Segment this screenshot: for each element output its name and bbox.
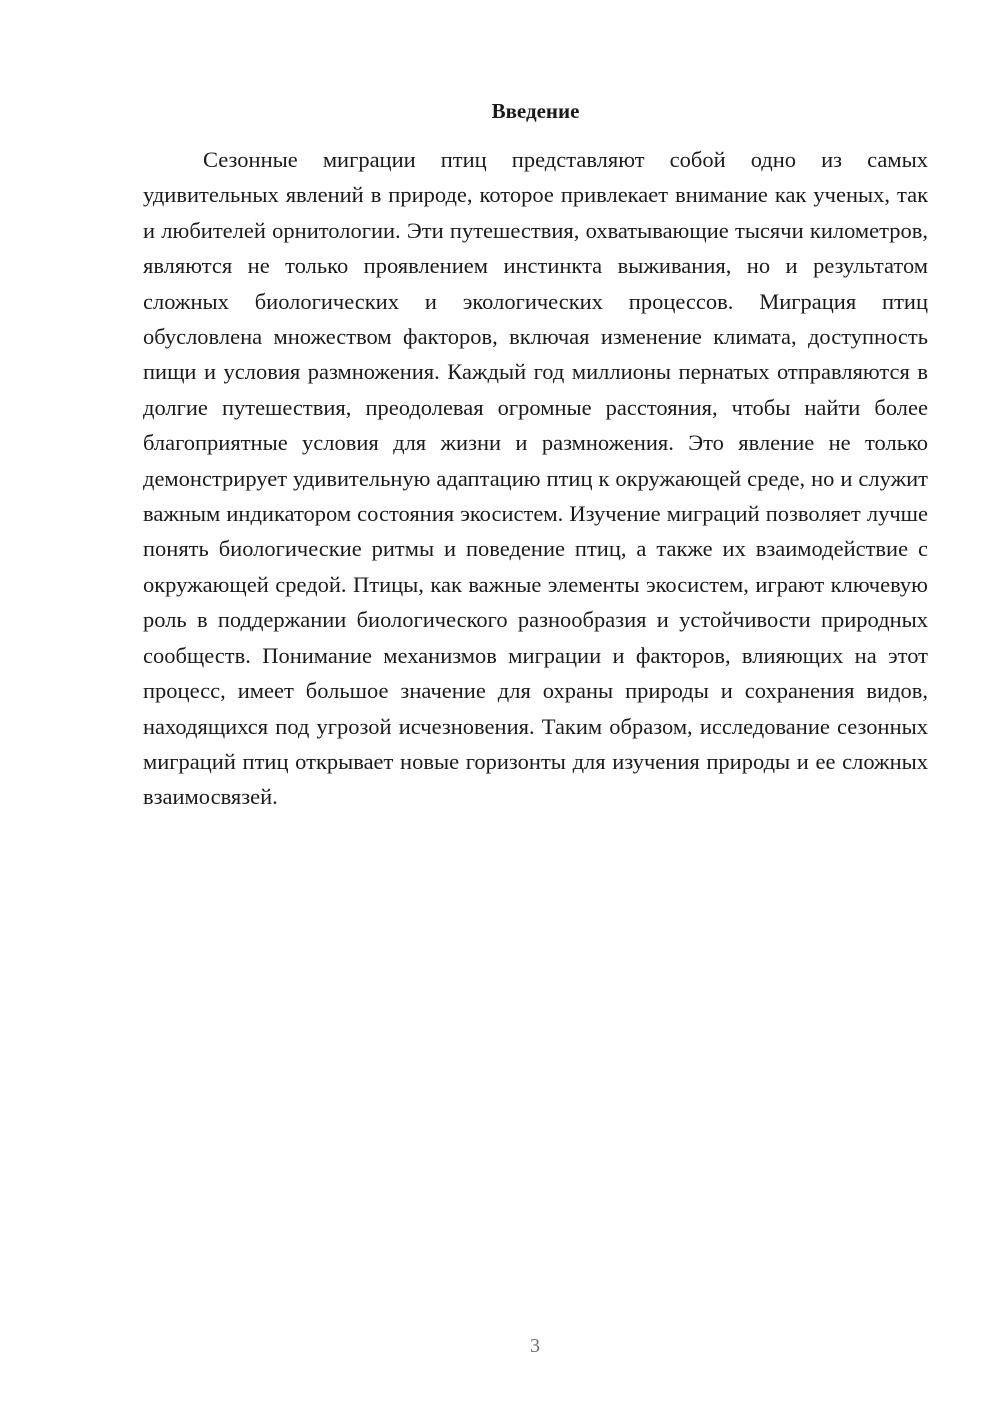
page-number: 3 [530, 1335, 540, 1357]
section-heading: Введение [491, 99, 580, 123]
body-paragraph: Сезонные миграции птиц представляют собой одно из самых удивительных явлений в природе, которое привлекает внимание как ученых, так и любителей орнитологии. Эти путешествия, охватывающие тысячи километров, являются не только проявлением инстинкта выживания, но и результатом сложных биологических и экологических процессов. Миграция птиц обусловлена множеством факторов, включая изменение климата, доступность пищи и условия размножения. Каждый год миллионы пернатых отправляются в долгие путешествия, преодолевая огромные расстояния, чтобы найти более благоприятные условия для жизни и размножения. Это явление не только демонстрирует удивительную адаптацию птиц к окружающей среде, но и служит важным индикатором состояния экосистем. Изучение миграций позволяет лучше понять биологические ритмы и поведение птиц, а также их взаимодействие с окружающей средой. Птицы, как важные элементы экосистем, играют ключевую роль в поддержании биологического разнообразия и устойчивости природных сообществ. Понимание механизмов миграции и факторов, влияющих на этот процесс, имеет большое значение для охраны природы и сохранения видов, находящихся под угрозой исчезновения. Таким образом, исследование сезонных миграций птиц открывает новые горизонты для изучения природы и ее сложных взаимосвязей. [143, 147, 928, 810]
